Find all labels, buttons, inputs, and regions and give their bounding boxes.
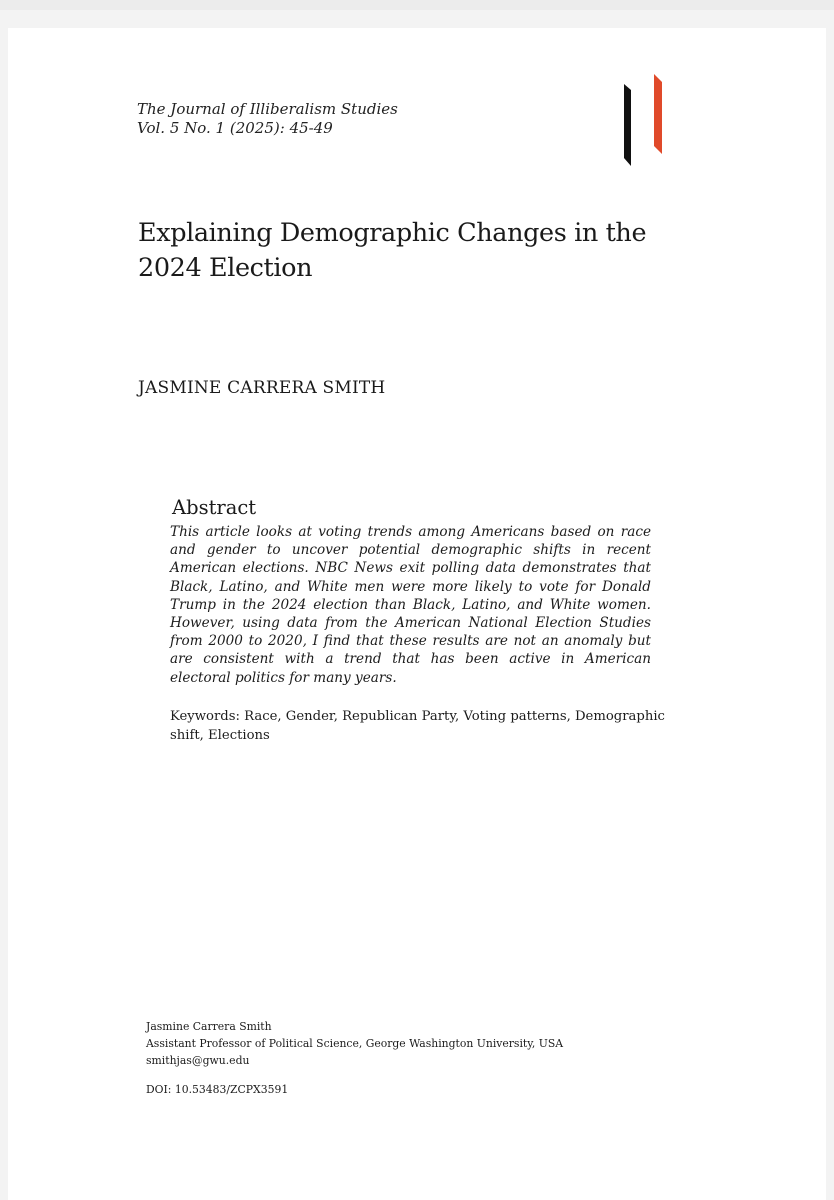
abstract-heading: Abstract <box>172 496 257 519</box>
journal-volume: Vol. 5 No. 1 (2025): 45-49 <box>137 119 333 137</box>
keywords: Keywords: Race, Gender, Republican Party, Voting patterns, Demographic shift, Elections <box>170 709 665 743</box>
logo-red-bar <box>654 74 662 154</box>
viewer-top-bar <box>0 0 834 10</box>
footer-doi[interactable]: DOI: 10.53483/ZCPX3591 <box>146 1083 289 1096</box>
journal-name: The Journal of Illiberalism Studies <box>137 100 398 118</box>
paper-page <box>8 28 826 1200</box>
abstract-text: This article looks at voting trends among Americans based on race and gender to uncover potential demographic shifts in recent American elections. NBC News exit polling data demonstrates that Black, Latino, and White men were more likely to vote for Donald Trump in the 2024 election than Black, Latino, and White women. However, using data from the American National Election Studies from 2000 to 2020, I find that these results are not an anomaly but are consistent with a trend that has been active in American electoral politics for many years. <box>170 524 651 686</box>
footer-email[interactable]: smithjas@gwu.edu <box>146 1054 250 1067</box>
journal-citation <box>137 100 497 138</box>
article-title: Explaining Demographic Changes in the 2024 Election <box>138 218 647 283</box>
footer-affiliation: Assistant Professor of Political Science, George Washington University, USA <box>146 1037 564 1050</box>
footer-author-name: Jasmine Carrera Smith <box>146 1020 272 1033</box>
article-author: JASMINE CARRERA SMITH <box>138 378 386 398</box>
author-footnote <box>146 1018 706 1098</box>
logo-black-bar <box>624 84 631 166</box>
journal-logo-icon <box>622 74 662 166</box>
